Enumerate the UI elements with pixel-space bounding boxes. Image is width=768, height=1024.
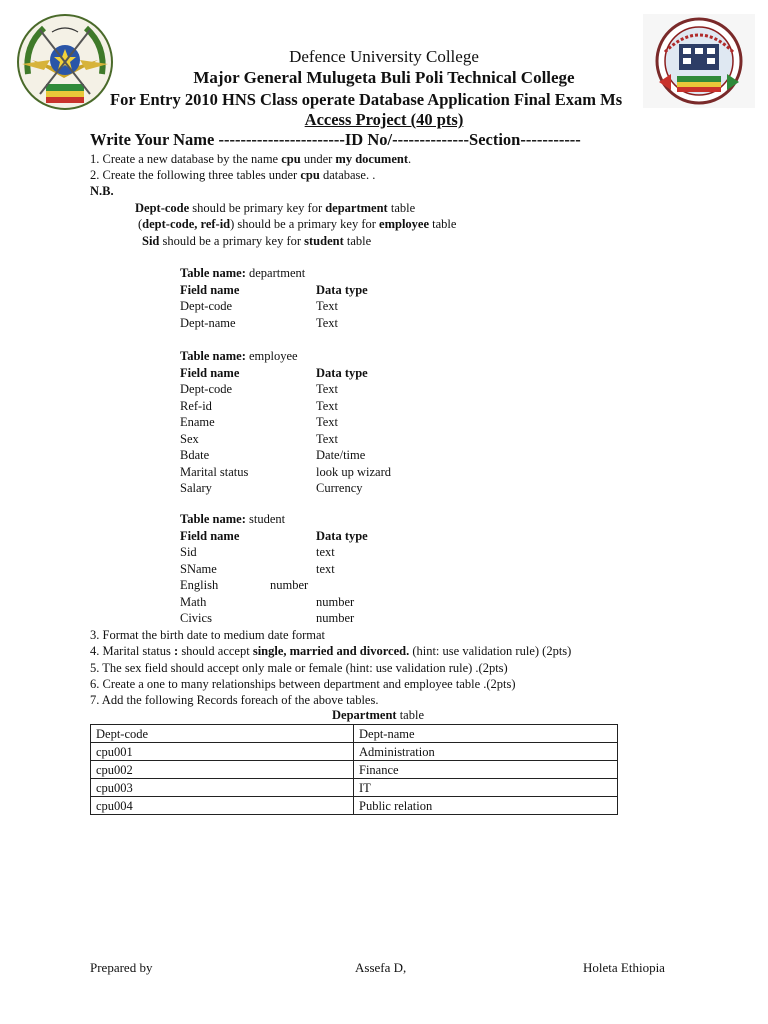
name-blank: -----------------------: [218, 130, 345, 149]
nb-line-student: Sid should be a primary key for student table: [142, 234, 372, 248]
name-label: Write Your Name: [90, 130, 215, 149]
table-row: cpu002 Finance: [91, 761, 618, 779]
id-label: ID No/: [344, 130, 393, 149]
section-label: Section: [469, 130, 521, 149]
step-2: 2. Create the following three tables under cpu database. .: [90, 168, 376, 182]
column-header: Dept-name: [354, 725, 618, 743]
table-row: cpu001 Administration: [91, 743, 618, 761]
step-6: 6. Create a one to many relationships between department and employee table .(2pts): [90, 677, 516, 691]
institution-name: Defence University College: [289, 47, 479, 66]
step-4: 4. Marital status : should accept single, married and divorced. (hint: use validation rule) (2pts): [90, 644, 572, 658]
step-5: 5. The sex field should accept only male or female (hint: use validation rule) .(2pts): [90, 661, 508, 675]
id-blank: --------------: [392, 130, 470, 149]
exam-title: For Entry 2010 HNS Class operate Database Application Final Exam Ms: [110, 90, 623, 109]
nb-label: N.B.: [90, 184, 114, 198]
location: Holeta Ethiopia: [583, 960, 665, 975]
step-7: 7. Add the following Records foreach of the above tables.: [90, 693, 379, 707]
table-header-row: [91, 725, 618, 743]
project-title: Access Project (40 pts): [304, 110, 464, 129]
step-3: 3. Format the birth date to medium date format: [90, 628, 326, 642]
author-name: Assefa D,: [355, 960, 407, 975]
records-caption: Department table: [332, 708, 424, 722]
section-blank: -----------: [520, 130, 581, 149]
nb-line-employee: (dept-code, ref-id) should be a primary key for employee table: [138, 217, 457, 231]
table-row: cpu003 IT: [91, 779, 618, 797]
column-header: Dept-code: [91, 725, 354, 743]
table-row: cpu004 Public relation: [91, 797, 618, 815]
nb-line-department: Dept-code should be primary key for department table: [135, 201, 416, 215]
college-name: Major General Mulugeta Buli Poli Technical College: [193, 68, 575, 87]
prepared-by: Prepared by: [90, 960, 153, 975]
step-1: 1. Create a new database by the name cpu under my document.: [90, 152, 412, 166]
department-records-table: [90, 724, 618, 815]
student-info-line: [90, 130, 581, 150]
